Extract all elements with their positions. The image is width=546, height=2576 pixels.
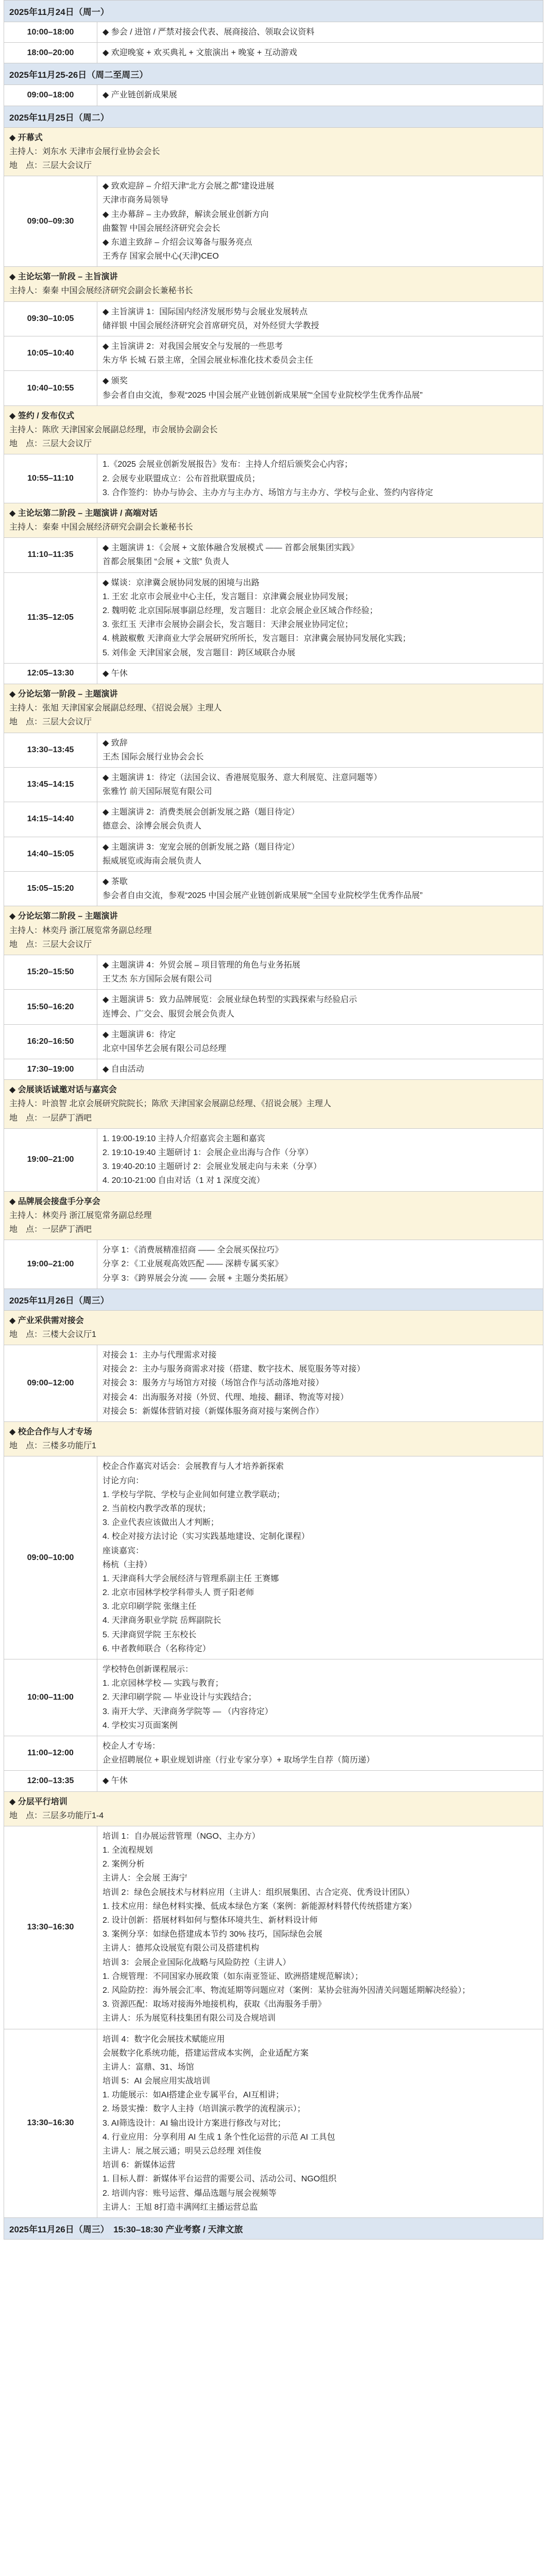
session-line: 分享 1：《消费展精准招商 —— 全会展买保拉巧》: [103, 1246, 283, 1255]
section-title: ◆ 开幕式: [9, 133, 43, 142]
session-line: ◆ 主题演讲 3：宠宠会展的创新发展之路（题目待定）: [103, 842, 300, 852]
time-slot: 09:00–18:00: [27, 90, 74, 99]
session-line: ◆ 主旨演讲 2：对我国会展安全与发展的一些思考: [103, 342, 283, 351]
schedule-row: [4, 767, 543, 802]
session-line: 对接会 5：新媒体营销对接（新媒体服务商对接与案例合作）: [103, 1406, 324, 1416]
session-line: 1. 技术应用：绿色材料实操、低成本绿色方案（案例：新能源材料替代传统搭建方案）: [103, 1902, 417, 1911]
time-slot: 13:45–14:15: [27, 780, 74, 789]
time-slot: 19:00–21:00: [27, 1155, 74, 1164]
session-line: 2. 天津印刷学院 — 毕业设计与实践结合；: [103, 1693, 257, 1702]
section-meta: 地 点：三层大会议厅: [9, 161, 92, 170]
time-slot: 17:30–19:00: [27, 1064, 74, 1074]
time-slot: 12:05–13:30: [27, 669, 74, 678]
session-line: 天津市商务局领导: [103, 196, 169, 205]
session-details: [97, 1345, 543, 1421]
time-slot: 14:40–15:05: [27, 849, 74, 858]
session-line: 对接会 1：主办与代理需求对接: [103, 1351, 217, 1360]
session-line: ◆ 主题演讲 6：待定: [103, 1030, 176, 1039]
session-line: 参会者自由交流，参观“2025 中国会展产业链创新成果展”“全国专业院校学生优秀作品展”: [103, 891, 423, 901]
schedule-row: [4, 802, 543, 836]
section-title: ◆ 分论坛第一阶段 – 主题演讲: [9, 689, 118, 699]
session-line: 培训 3：会展企业国际化战略与风险防控（主讲人）: [103, 1958, 291, 1967]
session-line: 培训 6：新媒体运营: [103, 2161, 176, 2170]
session-line: ◆ 东道主致辞 – 介绍会议筹备与服务亮点: [103, 238, 252, 247]
schedule-row: [4, 176, 543, 266]
session-line: ◆ 主题演讲 2：消费类展会创新发展之路（题目待定）: [103, 808, 300, 817]
schedule-row: [4, 42, 543, 63]
schedule-row: [4, 572, 543, 663]
session-line: 1. 合规管理：不同国家办展政策（如东南亚签证、欧洲搭建规范解读）；: [103, 1972, 363, 1981]
session-line: 校企人才专场：: [103, 1741, 161, 1751]
schedule-page: [4, 0, 543, 2240]
time-slot: 13:30–16:30: [27, 1923, 74, 1932]
session-line: 4. 天津商务职业学院 岳辉副院长: [103, 1616, 221, 1625]
section-header: [4, 1421, 543, 1456]
session-line: 1. 王宏 北京市会展业中心主任，发言题目：京津冀会展业协同发展；: [103, 592, 353, 601]
session-line: 振威展览或海南会展负责人: [103, 856, 202, 866]
schedule-row: [4, 1345, 543, 1421]
session-details: [97, 955, 543, 989]
session-line: ◆ 欢迎晚宴 + 欢买典礼 + 文旅演出 + 晚宴 + 互动游戏: [103, 48, 297, 58]
schedule-row: [4, 1770, 543, 1791]
session-details: [97, 1736, 543, 1770]
time-slot: 11:35–12:05: [27, 613, 74, 622]
section-title: ◆ 校企合作与人才专场: [9, 1428, 92, 1436]
session-line: ◆ 主题演讲 1：待定（法国会议、香港展览服务、意大利展览、注意同题等）: [103, 773, 382, 782]
session-line: 培训 5：AI 会展应用实战培训: [103, 2077, 210, 2086]
time-slot: 11:00–12:00: [27, 1749, 74, 1758]
session-line: 杨杭（主持）: [103, 1560, 152, 1569]
session-line: 4. 校企对接方法讨论（实习实践基地建设、定制化课程）: [103, 1532, 310, 1541]
session-line: ◆ 主题演讲 1：《会展 + 文旅体融合发展模式 —— 首都会展集团实践》: [103, 544, 359, 553]
session-line: 主讲人：全会展 王海宁: [103, 1874, 187, 1883]
session-details: [97, 1240, 543, 1289]
session-line: ◆ 产业链创新成果展: [103, 91, 177, 100]
section-header: [4, 906, 543, 955]
time-slot: 15:05–15:20: [27, 884, 74, 893]
schedule-row: [4, 454, 543, 503]
session-line: 4. 学校实习页面案例: [103, 1721, 178, 1730]
session-details: [97, 302, 543, 336]
session-line: 2. 北京市园林学校学科带头人 贾子阳老师: [103, 1588, 254, 1598]
session-line: 6. 中者教师联合（名称待定）: [103, 1644, 211, 1653]
session-line: 2. 风险防控：海外展会汇率、物流延期等问题应对（案例：某协会驻海外因清关问题延期解决经验）；: [103, 1986, 470, 1995]
session-details: [97, 1659, 543, 1736]
day-header: 2025年11月26日（周三）: [4, 1289, 543, 1310]
schedule-row: [4, 1240, 543, 1289]
time-slot: 09:00–09:30: [27, 216, 74, 226]
schedule-row: [4, 1059, 543, 1079]
section-header: [4, 1191, 543, 1240]
session-details: [97, 990, 543, 1024]
session-details: [97, 1826, 543, 2029]
session-line: 企业招聘展位 + 职业规划讲座（行业专家分享）+ 取场学生自荐（简历递）: [103, 1756, 375, 1765]
session-line: 对接会 2：主办与服务商需求对接（搭建、数字技术、展览服务等对接）: [103, 1365, 365, 1374]
session-line: 主讲人：富鼎、31、场馆: [103, 2062, 194, 2072]
time-slot: 10:05–10:40: [27, 349, 74, 358]
session-line: ◆ 主题演讲 4：外贸会展 – 项目管理的角色与业务拓展: [103, 960, 300, 970]
session-line: 3. 企业代表应该做出人才判断；: [103, 1518, 219, 1528]
session-line: ◆ 媒谈：京津冀会展协同发展的困境与出路: [103, 578, 260, 587]
time-slot: 18:00–20:00: [27, 48, 74, 57]
session-line: 首都会展集团 “会展 + 文旅” 负责人: [103, 557, 229, 567]
schedule-row: [4, 84, 543, 105]
session-details: [97, 336, 543, 370]
session-line: 4. 桃跛椒敷 天津商业大学会展研究所所长，发言题目：京津冀会展协同发展化实践；: [103, 634, 411, 643]
session-line: 校企合作嘉宾对话会：会展教育与人才培养新探索: [103, 1462, 284, 1471]
schedule-row: [4, 1736, 543, 1770]
section-title: ◆ 分层平行培训: [9, 1797, 67, 1806]
session-line: 座谈嘉宾：: [103, 1546, 144, 1555]
time-slot: 09:30–10:05: [27, 314, 74, 323]
schedule-row: [4, 871, 543, 906]
session-line: 讨论方向：: [103, 1476, 144, 1485]
schedule-row: [4, 1826, 543, 2029]
session-line: 3. 南开大学、天津商务学院等 — （内容待定）: [103, 1707, 273, 1716]
session-line: 德意会、涂博会展会负责人: [103, 822, 202, 831]
session-details: [97, 1456, 543, 1659]
section-meta: 主持人：刘东水 天津市会展行业协会会长: [9, 147, 160, 156]
time-slot: 15:50–16:20: [27, 1002, 74, 1011]
session-line: ◆ 主旨演讲 1：国际国内经济发展形势与会展业发展转点: [103, 307, 308, 316]
session-line: 4. 20:10-21:00 自由对话（1 对 1 深度交流）: [103, 1176, 265, 1185]
session-line: 5. 刘伟金 天津国家会展，发言题目：跨区域联合办展: [103, 648, 296, 657]
session-line: 对接会 3：服务方与场馆方对接（场馆合作与活动落地对接）: [103, 1379, 324, 1388]
section-meta: 主持人：叶浪智 北京会展研究院院长；陈欣 天津国家会展副总经理、《招说会展》主理人: [9, 1099, 331, 1109]
session-details: [97, 733, 543, 767]
session-line: 2. 当前校内教学改革的现状；: [103, 1504, 211, 1513]
session-line: 会展数字化系统功能，搭建运营成本实例，企业适配方案: [103, 2048, 309, 2058]
session-line: 1.《2025 会展业创新发展报告》发布：主持人介绍后颁奖会心内容；: [103, 460, 353, 469]
session-line: 1. 学校与学院、学校与企业间如何建立教学联动；: [103, 1490, 285, 1499]
section-title: ◆ 会展谈话诚邀对话与嘉宾会: [9, 1086, 117, 1095]
schedule-row: [4, 336, 543, 370]
session-line: ◆ 主办幕辞 – 主办致辞，解读会展业创新方向: [103, 210, 269, 219]
session-line: 参会者自由交流，参观“2025 中国会展产业链创新成果展”“全国专业院校学生优秀作品展”: [103, 391, 423, 400]
section-title: ◆ 分论坛第二阶段 – 主题演讲: [9, 912, 118, 921]
session-details: [97, 454, 543, 503]
session-details: [97, 538, 543, 572]
session-line: 朱方华 长城 石景主席，全国会展业标准化技术委员会主任: [103, 356, 313, 365]
session-line: ◆ 主题演讲 5：致力品牌展览：会展业绿色转型的实践探索与经验启示: [103, 995, 357, 1005]
session-line: 2. 会展专业联盟成立：公布首批联盟成员；: [103, 474, 260, 483]
schedule-row: [4, 955, 543, 989]
session-line: 主讲人：王旭 8打造丰满网红主播运营总监: [103, 2202, 258, 2212]
session-details: [97, 176, 543, 266]
session-line: 3. 资源匹配：取场对接海外地接机构，获取《出海服务手册》: [103, 2000, 326, 2009]
session-line: 2. 设计创新：搭展材料如何与整体环境共生、新材料设计师: [103, 1916, 318, 1925]
session-details: [97, 43, 543, 63]
session-line: 对接会 4：出海服务对接（外贸、代理、地接、翻译、物流等对接）: [103, 1393, 349, 1402]
session-details: [97, 22, 543, 42]
schedule-row: [4, 537, 543, 572]
session-line: ◆ 午休: [103, 1776, 128, 1786]
section-header: [4, 1310, 543, 1345]
schedule-row: [4, 1659, 543, 1736]
section-meta: 主持人：陈欣 天津国家会展副总经理，市会展协会副会长: [9, 425, 218, 434]
section-title: ◆ 产业采供需对接会: [9, 1316, 84, 1325]
schedule-row: [4, 989, 543, 1024]
section-meta: 地 点：一层萨丁酒吧: [9, 1113, 92, 1123]
section-header: [4, 266, 543, 301]
schedule-row: [4, 22, 543, 42]
schedule-row: [4, 837, 543, 871]
session-line: 王艾杰 东方国际会展有限公司: [103, 975, 212, 984]
session-details: [97, 1025, 543, 1059]
time-slot: 10:00–18:00: [27, 27, 74, 37]
session-details: [97, 573, 543, 663]
section-header: [4, 405, 543, 454]
section-meta: 地 点：一层萨丁酒吧: [9, 1225, 92, 1234]
section-meta: 主持人：张旭 天津国家会展副总经理、《招说会展》主理人: [9, 704, 222, 713]
time-slot: 15:20–15:50: [27, 968, 74, 977]
session-line: ◆ 自由活动: [103, 1065, 144, 1074]
session-details: [97, 664, 543, 684]
session-line: 1. 19:00-19:10 主持人介绍嘉宾会主题和嘉宾: [103, 1134, 265, 1143]
session-line: ◆ 午休: [103, 669, 128, 678]
session-line: ◆ 参会 / 进馆 / 严禁对接会代表、展商接洽、领取会议资料: [103, 28, 315, 37]
time-slot: 14:15–14:40: [27, 815, 74, 824]
time-slot: 16:20–16:50: [27, 1037, 74, 1046]
session-line: 1. 功能展示：如AI搭建企业专属平台，AI互相讲；: [103, 2091, 284, 2100]
session-details: [97, 2029, 543, 2217]
section-meta: 主持人：林奕丹 浙江展览常务副总经理: [9, 926, 152, 935]
session-line: 王秀存 国家会展中心(天津)CEO: [103, 252, 219, 261]
session-line: 王杰 国际会展行业协会会长: [103, 752, 204, 761]
session-line: 主讲人：德邦众设展览有限公司及搭建机构: [103, 1944, 260, 1953]
session-details: [97, 1059, 543, 1079]
session-line: 4. 行业应用：分享利用 AI 生成 1 条个性化运营的示范 AI 工具包: [103, 2132, 335, 2142]
section-meta: 地 点：三楼多功能厅1: [9, 1442, 96, 1451]
day-header: 2025年11月24日（周一）: [4, 0, 543, 22]
footer-band: 2025年11月26日（周三） 15:30–18:30 产业考察 / 天津文旅: [4, 2217, 543, 2239]
session-details: [97, 371, 543, 405]
section-header: [4, 684, 543, 733]
session-line: ◆ 致辞: [103, 738, 128, 748]
section-header: [4, 127, 543, 176]
session-line: 1. 全流程规划: [103, 1846, 153, 1855]
schedule-row: [4, 2029, 543, 2217]
session-details: [97, 1771, 543, 1791]
section-meta: 地 点：三楼大会议厅1: [9, 1330, 96, 1339]
section-header: [4, 1791, 543, 1826]
time-slot: 12:00–13:35: [27, 1776, 74, 1785]
session-details: [97, 802, 543, 836]
section-header: [4, 503, 543, 537]
session-line: 2. 19:10-19:40 主题研讨 1：会展企业出海与合作（分享）: [103, 1148, 313, 1157]
session-line: 北京中国华艺会展有限公司总经理: [103, 1044, 227, 1053]
section-meta: 主持人：秦秦 中国会展经济研究会副会长兼秘书长: [9, 523, 193, 532]
session-line: 5. 天津商贸学院 王东校长: [103, 1630, 197, 1639]
section-title: ◆ 主论坛第一阶段 – 主旨演讲: [9, 273, 118, 282]
schedule-row: [4, 733, 543, 767]
time-slot: 10:40–10:55: [27, 383, 74, 393]
session-line: 曲鳌智 中国会展经济研究会会长: [103, 224, 220, 233]
session-line: 学校特色创新课程展示：: [103, 1665, 194, 1674]
time-slot: 13:30–16:30: [27, 2119, 74, 2128]
time-slot: 13:30–13:45: [27, 745, 74, 754]
session-line: 培训 1：自办展运营管理（NGO、主办方）: [103, 1832, 260, 1841]
day-header: 2025年11月25日（周二）: [4, 106, 543, 127]
section-meta: 地 点：三层多功能厅1-4: [9, 1811, 104, 1820]
section-title: ◆ 主论坛第二阶段 – 主题演讲 / 高端对话: [9, 509, 158, 518]
session-line: 主讲人：乐为展览科技集团有限公司及合规培训: [103, 2014, 276, 2023]
time-slot: 09:00–10:00: [27, 1553, 74, 1562]
session-line: ◆ 茶歇: [103, 877, 128, 886]
session-line: 3. 北京印刷学院 张继主任: [103, 1602, 197, 1612]
time-slot: 19:00–21:00: [27, 1259, 74, 1268]
section-header: [4, 1079, 543, 1128]
session-details: [97, 872, 543, 906]
time-slot: 10:00–11:00: [27, 1692, 74, 1702]
section-title: ◆ 品牌展会接盘手分享会: [9, 1197, 100, 1206]
session-line: ◆ 颁奖: [103, 377, 128, 386]
schedule-row: [4, 301, 543, 336]
session-line: 2. 培训内容：账号运营、爆品选题与展会视频等: [103, 2189, 277, 2198]
session-details: [97, 85, 543, 105]
session-details: [97, 768, 543, 802]
schedule-row: [4, 1128, 543, 1191]
session-line: 培训 2：绿色会展技术与材料应用（主讲人：组织展集团、古合定亮、优秀设计团队）: [103, 1888, 415, 1897]
session-line: 1. 北京园林学校 — 实践与教育；: [103, 1679, 224, 1688]
section-meta: 地 点：三层大会议厅: [9, 718, 92, 727]
session-line: ◆ 致欢迎辞 – 介绍天津“北方会展之都”建设进展: [103, 182, 275, 191]
session-line: 3. 合作签约：协办与协会、主办方与主办方、场馆方与主办方、学校与企业、签约内容待定: [103, 488, 433, 497]
session-line: 分享 2：《工业展观高效匹配 —— 深耕专属买家》: [103, 1260, 283, 1269]
section-meta: 地 点：三层大会议厅: [9, 940, 92, 949]
session-line: 2. 魏明乾 北京国际展事副总经理，发言题目：北京会展企业区域合作经验；: [103, 606, 378, 615]
session-line: 1. 天津商科大学会展经济与管理系副主任 王赛娜: [103, 1574, 279, 1583]
section-title: ◆ 签约 / 发布仪式: [9, 411, 75, 420]
schedule-row: [4, 1456, 543, 1659]
section-meta: 主持人：林奕丹 浙江展览常务副总经理: [9, 1211, 152, 1220]
session-line: 连博会、广交会、服贸会展会负责人: [103, 1009, 235, 1019]
session-line: 储祥银 中国会展经济研究会首席研究员，对外经贸大学教授: [103, 321, 319, 330]
session-line: 3. 19:40-20:10 主题研讨 2：会展业发展走向与未来（分享）: [103, 1162, 321, 1172]
session-line: 2. 案例分析: [103, 1860, 145, 1869]
session-line: 张雅竹 前天国际展览有限公司: [103, 787, 212, 796]
session-details: [97, 1129, 543, 1191]
session-line: 3. 案例分享：如绿色搭建成本节约 30% 技巧，国际绿色会展: [103, 1930, 322, 1939]
session-line: 培训 4：数字化会展技术赋能应用: [103, 2035, 225, 2044]
time-slot: 11:10–11:35: [27, 550, 74, 560]
session-details: [97, 837, 543, 871]
schedule-row: [4, 370, 543, 405]
session-line: 2. 场景实操：数字人主持（培训演示教学的流程演示）；: [103, 2105, 305, 2114]
section-meta: 主持人：秦秦 中国会展经济研究会副会长兼秘书长: [9, 286, 193, 296]
session-line: 主讲人：展之展云通；明昊云总经理 刘佳俊: [103, 2147, 262, 2156]
day-header: 2025年11月25-26日（周二至周三）: [4, 63, 543, 84]
session-line: 3. AI筛选设计：AI 输出设计方案进行修改与对比；: [103, 2119, 286, 2128]
schedule-row: [4, 663, 543, 684]
schedule-row: [4, 1024, 543, 1059]
session-line: 分享 3：《跨界展会分流 —— 会展 + 主题分类拓展》: [103, 1274, 293, 1283]
session-line: 1. 目标人群：新媒体平台运营的需要公司、活动公司、NGO组织: [103, 2175, 337, 2184]
section-meta: 地 点：三层大会议厅: [9, 439, 92, 449]
time-slot: 10:55–11:10: [27, 474, 74, 483]
session-line: 3. 张红玉 天津市会展协会副会长，发言题目：天津会展业协同定位；: [103, 620, 353, 630]
time-slot: 09:00–12:00: [27, 1379, 74, 1388]
